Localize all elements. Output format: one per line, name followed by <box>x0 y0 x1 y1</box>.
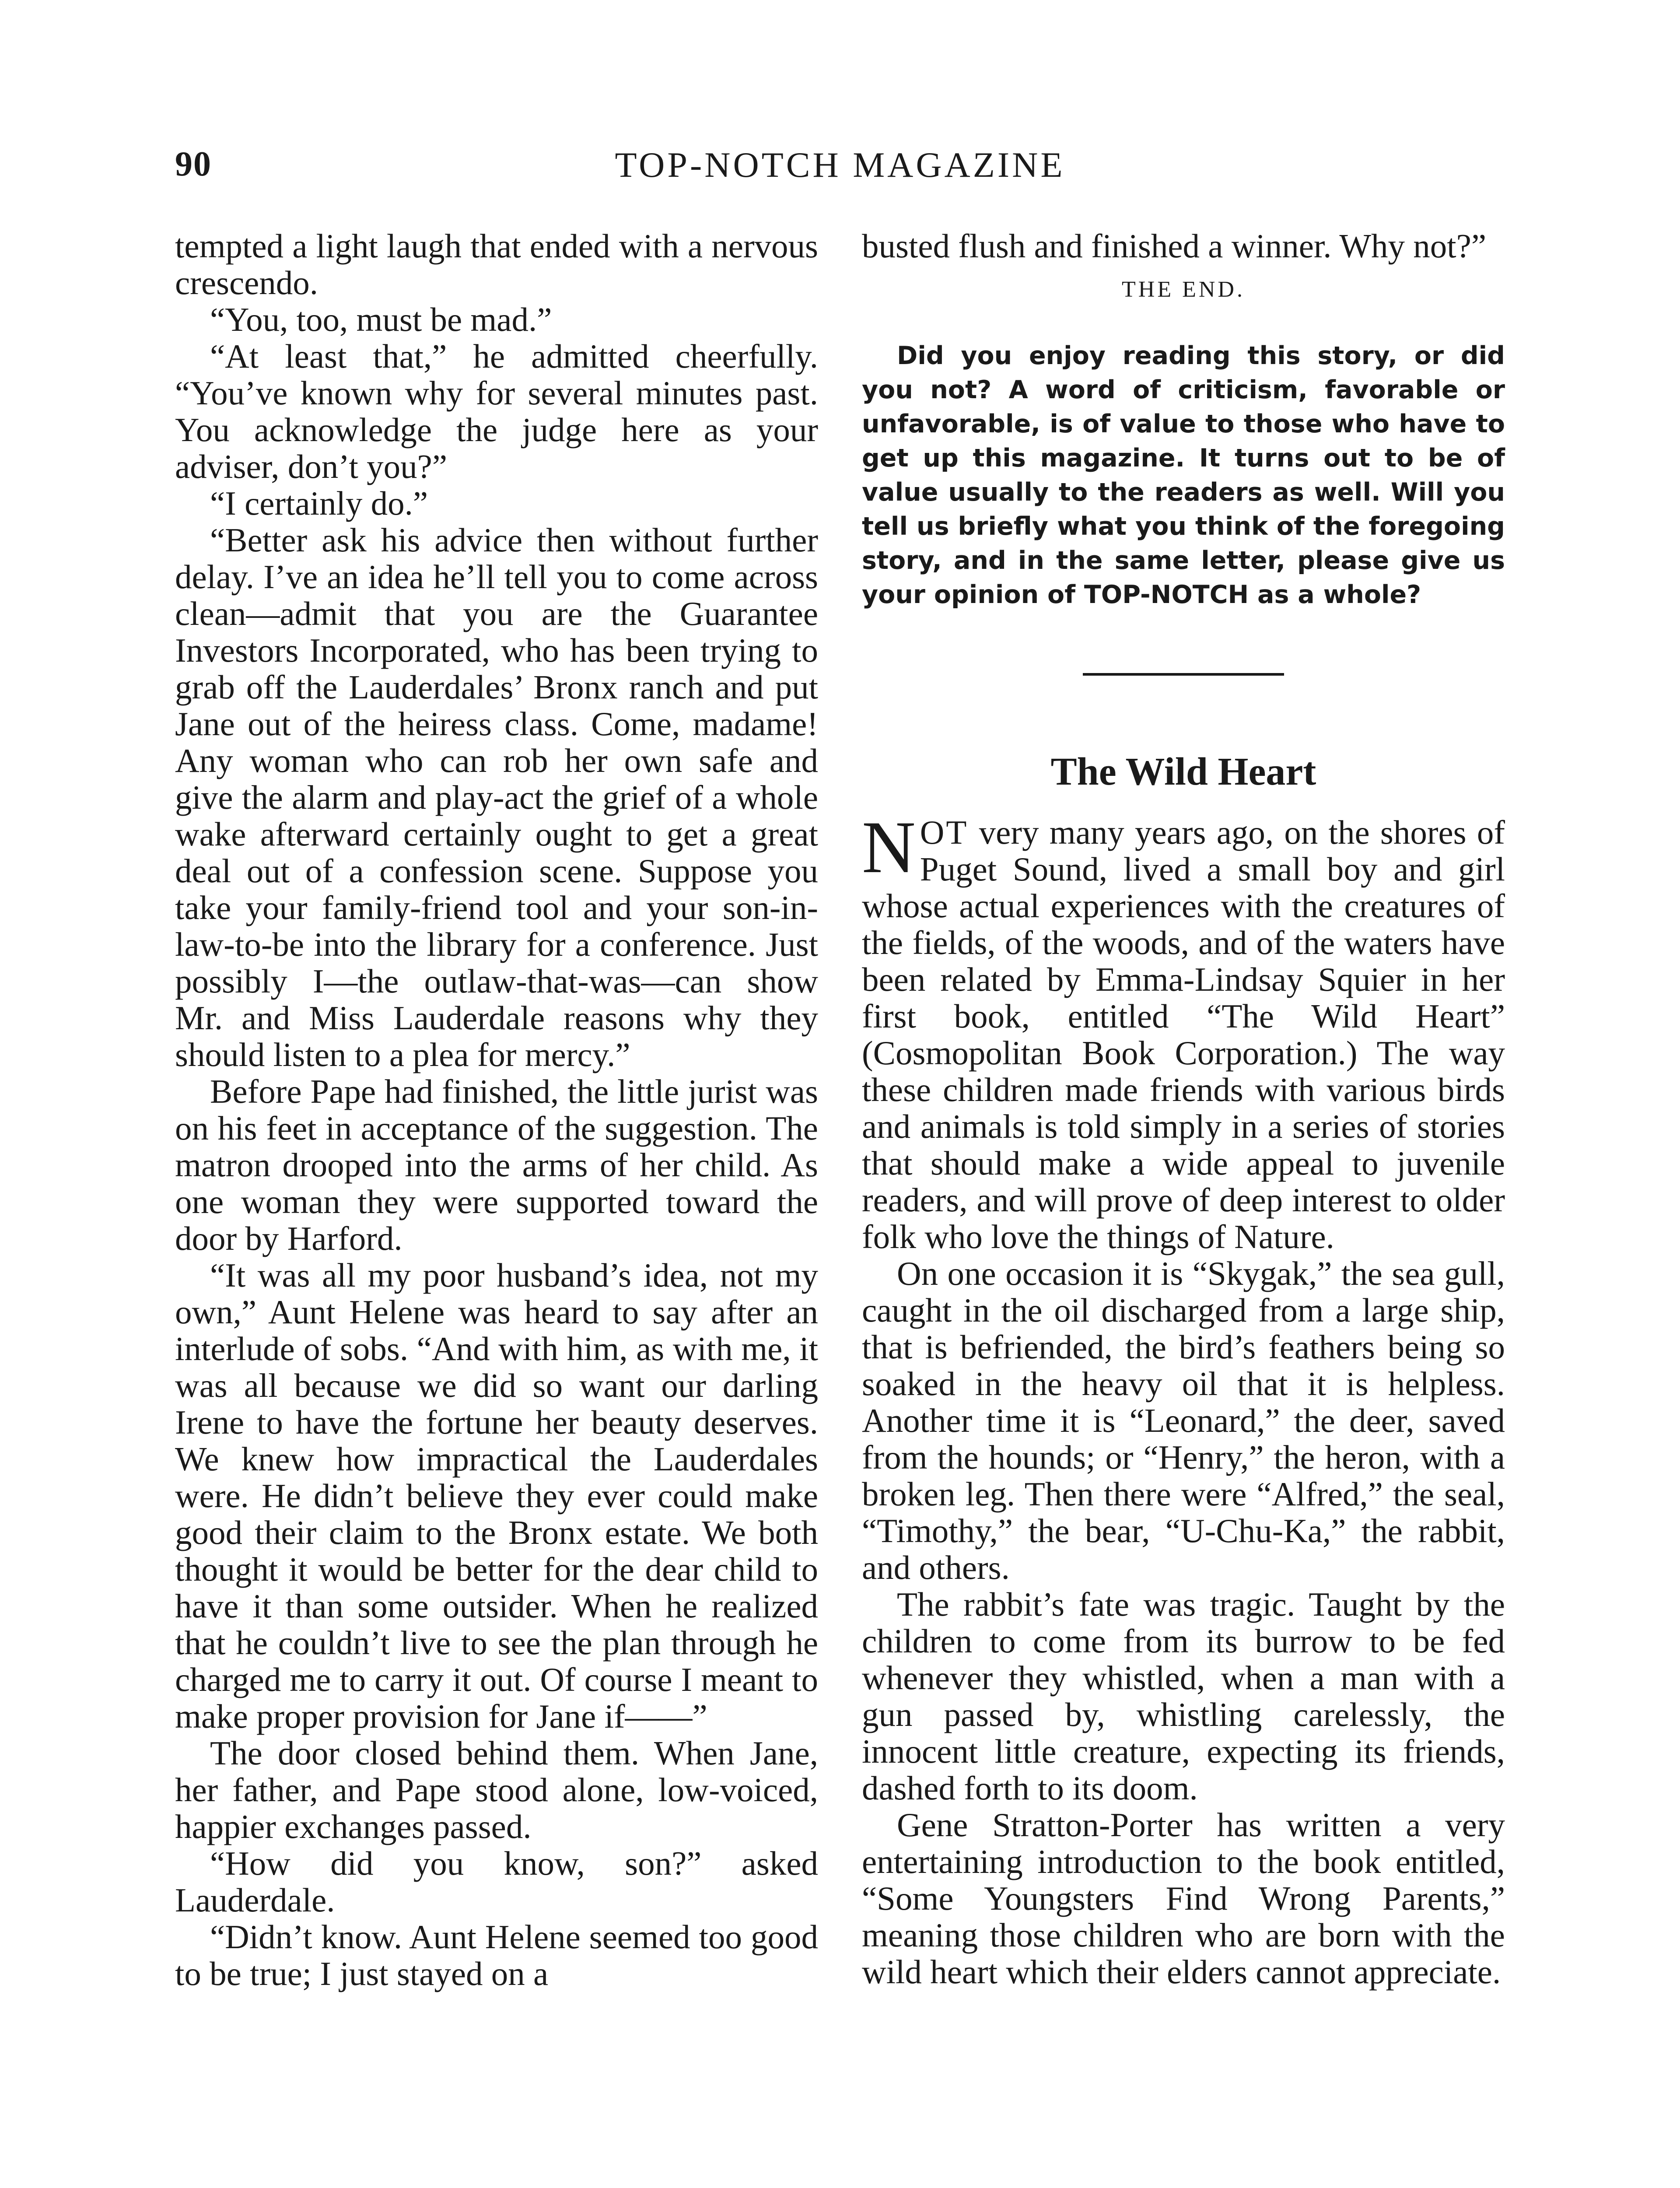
story-paragraph: The door closed behind them. When Jane, her father, and Pape stood alone, low-voiced, happier exchanges passed. <box>175 1734 818 1845</box>
story-paragraph: Before Pape had finished, the little jurist was on his feet in acceptance of the suggestion. The matron drooped into the arms of her child. As one woman they were supported toward the door by Harford. <box>175 1073 818 1257</box>
story-continuation: busted flush and finished a winner. Why not?” <box>862 227 1487 265</box>
page-number: 90 <box>175 145 212 183</box>
story-paragraph: “Didn’t know. Aunt Helene seemed too good to be true; I just stayed on a <box>175 1918 818 1992</box>
left-column <box>175 228 818 1992</box>
story-paragraph: “How did you know, son?” asked Lauderdale. <box>175 1844 818 1919</box>
page-header <box>175 144 1505 197</box>
drop-cap: N <box>862 806 916 888</box>
story-paragraph: “It was all my poor husband’s idea, not my own,” Aunt Helene was heard to say after an interlude of sobs. “And with him, as with me, it was all because we did so want our darling Irene to have the fortune her beauty deserves. We knew how impractical the Lauderdales were. He didn’t believe they ever could make good their claim to the Bronx estate. We both thought it would be better for the dear child to have it than some outsider. When he realized that he couldn’t live to see the plan through he charged me to carry it out. Of course I meant to make proper provision for Jane if——” <box>175 1256 818 1735</box>
running-title: TOP-NOTCH MAGAZINE <box>615 145 1065 185</box>
reader-feedback-notice: Did you enjoy reading this story, or did you not? A word of criticism, favorable or unfavorable, is of value to those who have to get up this magazine. It turns out to be of value usually to the readers as well. Will you tell us briefly what you think of the foregoing story, and in the same letter, please give us your opinion of TOP-NOTCH as a whole? <box>862 341 1505 609</box>
review-first-word: OT <box>920 813 969 851</box>
story-paragraph: “At least that,” he admitted cheerfully. “You’ve known why for several minutes past. You acknowledge the judge here as your adviser, don’t you?” <box>175 337 818 485</box>
section-divider <box>1083 673 1284 676</box>
review-paragraph: On one occasion it is “Skygak,” the sea gull, caught in the oil discharged from a large ship, that is befriended, the bird’s feathers being so soaked in the heavy oil that it is helpless. Another time it is “Leonard,” the deer, saved from the hounds; or “Henry,” the heron, with a broken leg. Then there were “Alfred,” the seal, “Timothy,” the bear, “U-Chu-Ka,” the rabbit, and others. <box>862 1255 1505 1586</box>
story-paragraph: tempted a light laugh that ended with a nervous crescendo. <box>175 227 818 302</box>
story-paragraph: “I certainly do.” <box>210 484 428 522</box>
review-first-text: very many years ago, on the shores of Puget Sound, lived a small boy and girl whose actual experiences with the creatures of the fields, of the woods, and of the waters have been related by Emma-Lindsay Squier in her first book, entitled “The Wild Heart” (Cosmopolitan Book Corporation.) The way these children made friends with various birds and animals is told simply in a series of stories that should make a wide appeal to juvenile readers, and will prove of deep interest to older folk who love the things of Nature. <box>862 813 1505 1255</box>
review-title: The Wild Heart <box>1050 750 1316 793</box>
story-paragraph: “You, too, must be mad.” <box>210 301 552 338</box>
review-paragraph: The rabbit’s fate was tragic. Taught by the children to come from its burrow to be fed whenever they whistled, when a man with a gun passed by, whistling carelessly, the innocent little creature, expecting its friends, dashed forth to its doom. <box>862 1585 1505 1807</box>
story-paragraph: “Better ask his advice then without further delay. I’ve an idea he’ll tell you to come across clean—admit that you are the Guarantee Investors Incorporated, who has been trying to grab off the Lauderdales’ Bronx ranch and put Jane out of the heiress class. Come, madame! Any woman who can rob her own safe and give the alarm and play-act the grief of a whole wake afterward certainly ought to get a great deal out of a confession scene. Suppose you take your family-friend tool and your son-in-law-to-be into the library for a conference. Just possibly I—the outlaw-that-was—can show Mr. and Miss Lauderdale reasons why they should listen to a plea for mercy.” <box>175 521 818 1073</box>
right-column <box>862 228 1505 1990</box>
review-first-paragraph <box>862 806 1505 1255</box>
review-paragraph: Gene Stratton-Porter has written a very entertaining introduction to the book entitled, “Some Youngsters Find Wrong Parents,” meaning those children who are born with the wild heart which their elders cannot appreciate. <box>862 1806 1505 1991</box>
the-end-label: THE END. <box>1122 277 1245 302</box>
